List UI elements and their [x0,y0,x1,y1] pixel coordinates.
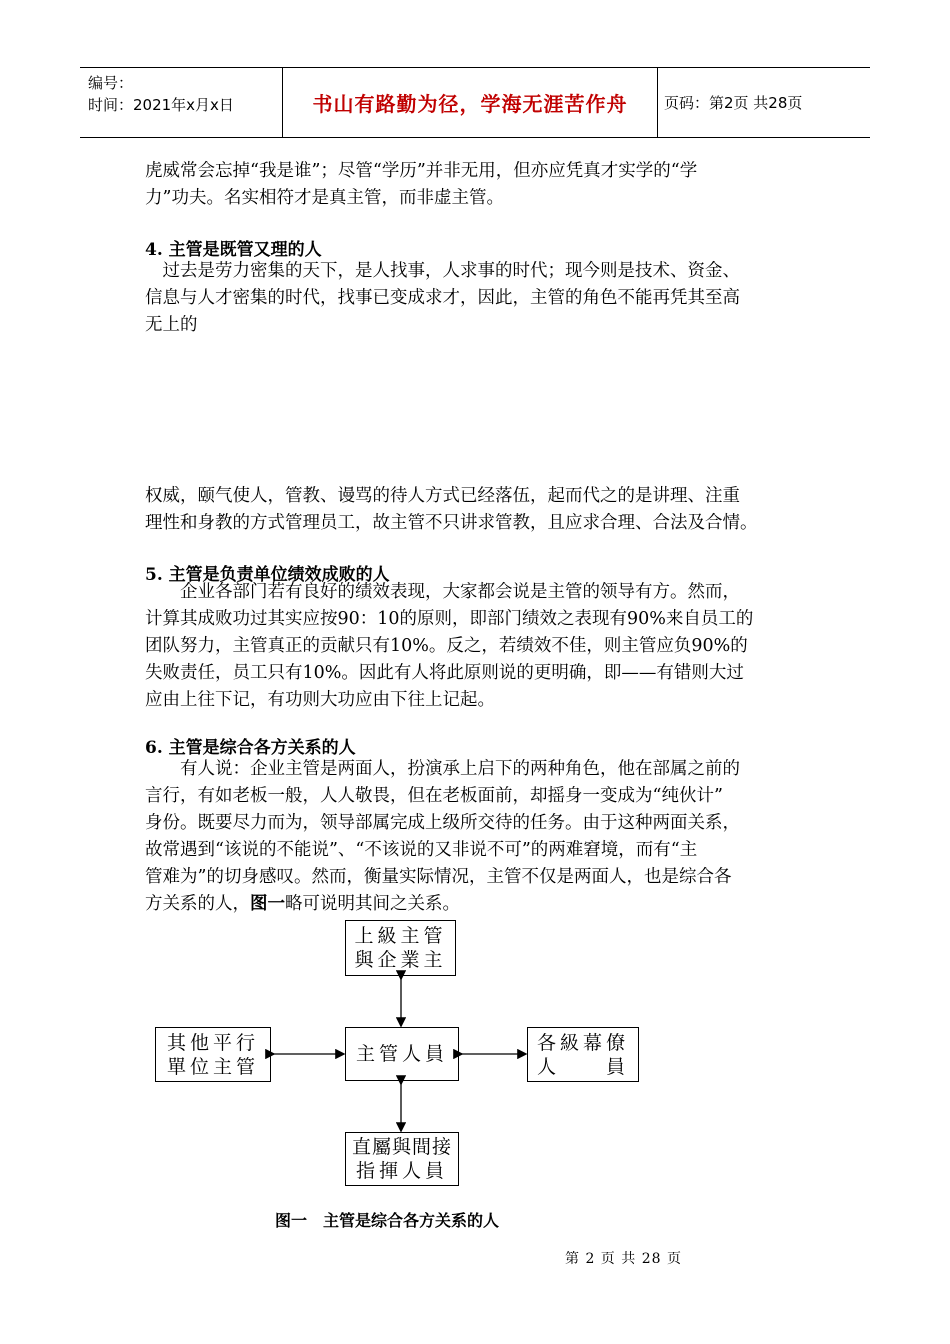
text-line: 故常遇到“该说的不能说”、“不该说的又非说不可”的两难窘境，而有“主 [145,840,698,860]
box-label: 指揮人員 [355,1160,448,1182]
text-line: 权威，颐气使人，管教、谩骂的待人方式已经落伍，起而代之的是讲理、注重 [145,486,740,506]
text-line: 管难为”的切身感叹。然而，衡量实际情况，主管不仅是两面人，也是综合各 [145,867,732,887]
box-subordinates [345,1132,459,1186]
box-label: 與企業主 [354,949,447,971]
doc-number-label: 编号： [88,74,134,92]
box-manager [345,1027,459,1081]
text-line: 过去是劳力密集的天下，是人找事，人求事的时代；现今则是技术、资金、 [145,261,740,281]
section-heading-4: 4. 主管是既管又理的人 [145,240,322,260]
box-peer-managers [155,1027,271,1082]
box-label: 主管人員 [355,1043,448,1065]
header-page-label: 页码：第2页 共28页 [664,94,803,112]
text-line: 无上的 [145,315,198,335]
text-line: 信息与人才密集的时代，找事已变成求才，因此，主管的角色不能再凭其至高 [145,288,740,308]
text-line: 有人说：企业主管是两面人，扮演承上启下的两种角色，他在部属之前的 [145,759,740,779]
box-label: 人 員 [536,1055,629,1078]
box-superior-owner [345,920,456,976]
text-line: 计算其成败功过其实应按90：10的原则，即部门绩效之表现有90%来自员工的 [145,609,754,629]
text-line: 企业各部门若有良好的绩效表现，大家都会说是主管的领导有方。然而， [145,582,740,602]
box-label: 上級主管 [354,925,447,947]
text-line: 言行，有如老板一般，人人敬畏，但在老板面前，却摇身一变成为“纯伙计” [145,786,723,806]
figure-reference: 图一 [250,894,285,914]
box-label: 其他平行 [166,1031,259,1054]
box-label: 各級幕僚 [536,1031,629,1054]
box-staff [527,1027,639,1082]
page-footer: 第 2 页 共 28 页 [565,1251,682,1267]
header-motto: 书山有路勤为径，学海无涯苦作舟 [312,92,628,116]
box-label: 單位主管 [166,1055,259,1078]
text-line: 应由上往下记，有功则大功应由下往上记起。 [145,690,495,710]
text-line: 团队努力，主管真正的贡献只有10%。反之，若绩效不佳，则主管应负90%的 [145,636,748,656]
text-line: 略可说明其间之关系。 [285,894,460,914]
text-line: 失败责任，员工只有10%。因此有人将此原则说的更明确，即——有错则大过 [145,663,744,683]
section-heading-5: 5. 主管是负责单位绩效成败的人 [145,565,390,585]
text-line: 理性和身教的方式管理员工，故主管不只讲求管教，且应求合理、合法及合情。 [145,513,758,533]
box-label: 直屬與間接 [351,1136,452,1158]
text-line: 身份。既要尽力而为，领导部属完成上级所交待的任务。由于这种两面关系， [145,813,740,833]
text-line: 方关系的人， [145,894,250,914]
text-line: 力”功夫。名实相符才是真主管，而非虚主管。 [145,188,504,208]
doc-date-label: 时间：2021年x月x日 [88,96,234,114]
figure-caption: 图一 主管是综合各方关系的人 [275,1211,500,1230]
section-heading-6: 6. 主管是综合各方关系的人 [145,738,356,758]
text-line: 虎威常会忘掉“我是谁”；尽管“学历”并非无用，但亦应凭真才实学的“学 [145,161,698,181]
